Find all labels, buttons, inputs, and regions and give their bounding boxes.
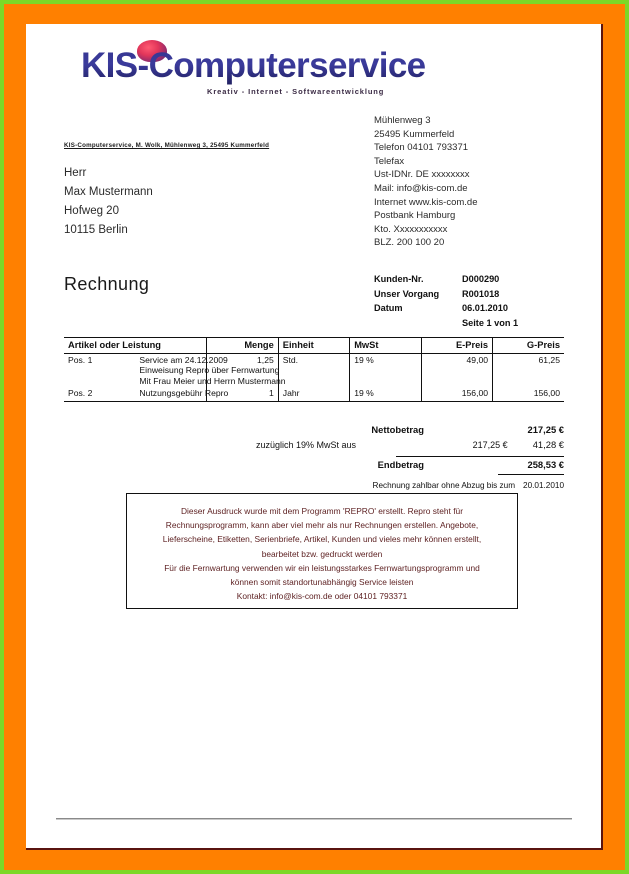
info-line: Für die Fernwartung verwenden wir ein leistungsstarkes Fernwartungsprogramm und (164, 562, 480, 573)
invoice-date-value: 06.01.2010 (462, 303, 508, 313)
totals-block (256, 424, 564, 490)
vat-description: zuzüglich 19% MwSt aus (256, 440, 357, 450)
vat-base-value: 217,25 € (472, 440, 508, 450)
column-header-unit-price: E-Preis (421, 338, 492, 354)
process-number-value: R001018 (462, 288, 500, 299)
invoice-date-label: Datum (374, 303, 403, 313)
row-unit-price: 156,00 (421, 387, 492, 401)
row-unit: Std. (278, 353, 349, 387)
column-header-total-price: G-Preis (493, 338, 564, 354)
info-line: Lieferscheine, Etiketten, Serienbriefe, Artikel, Kunden und vieles mehr können erstellt, (162, 534, 482, 545)
logo-text: KIS-Computerservice (81, 46, 426, 85)
meta-row-process (374, 287, 594, 302)
row-vat: 19 % (350, 353, 421, 387)
column-header-vat: MwSt (350, 338, 421, 354)
recipient-line: Herr (64, 167, 87, 179)
meta-row-customer (374, 272, 594, 287)
sender-line: 25495 Kummerfeld (374, 128, 455, 140)
row-unit-price: 49,00 (421, 353, 492, 387)
table-row (64, 353, 564, 387)
footer-divider (56, 818, 572, 820)
logo-tagline: Kreativ - Internet - Softwareentwicklung (207, 87, 385, 96)
meta-row-date (374, 301, 594, 316)
net-value: 217,25 € (527, 424, 564, 435)
totals-row-net (256, 424, 564, 439)
totals-divider (396, 456, 564, 457)
row-description-line-1: Service am 24.12.2009 (139, 354, 228, 365)
row-quantity: 1 (268, 388, 274, 398)
line-items-table (64, 337, 564, 402)
sender-line: Internet www.kis-com.de (374, 196, 478, 208)
recipient-line: 10115 Berlin (64, 224, 128, 236)
recipient-address-block (64, 164, 153, 240)
row-total-price: 61,25 (493, 353, 564, 387)
table-row (64, 387, 564, 401)
column-header-description: Artikel oder Leistung (64, 338, 207, 354)
info-line: bearbeitet bzw. gedruckt werden (261, 548, 383, 559)
final-value: 258,53 € (527, 459, 564, 470)
row-position: Pos. 1 (68, 354, 93, 365)
return-address-line: KIS-Computerservice, M. Wolk, Mühlenweg 3, 25495 Kummerfeld (64, 142, 270, 149)
payment-due-date: 20.01.2010 (523, 481, 564, 490)
info-line: Dieser Ausdruck wurde mit dem Programm 'REPRO' erstellt. Repro steht für (181, 506, 463, 516)
row-description-line-3: Mit Frau Meier und Herrn Mustermann (139, 375, 286, 386)
customer-number-label: Kunden-Nr. (374, 274, 424, 284)
row-description-line-2: Einweisung Repro über Fernwartung (139, 365, 280, 375)
row-description (135, 387, 229, 401)
sender-line: Kto. Xxxxxxxxxxx (374, 223, 448, 235)
sender-line: Telefax (374, 155, 405, 167)
row-quantity: 1,25 (257, 354, 274, 365)
recipient-line: Hofweg 20 (64, 205, 119, 217)
payment-due-row (256, 481, 564, 490)
recipient-line: Max Mustermann (64, 186, 153, 198)
info-line: Rechnungsprogramm, kann aber viel mehr als nur Rechnungen erstellen. Angebote, (165, 520, 479, 531)
info-line: Kontakt: info@kis-com.de oder 04101 793371 (236, 591, 408, 602)
sender-line: BLZ. 200 100 20 (374, 237, 445, 249)
column-header-quantity: Menge (207, 338, 278, 354)
sender-line: Postbank Hamburg (374, 210, 456, 222)
page-title: Rechnung (64, 274, 150, 294)
row-position: Pos. 2 (68, 388, 93, 398)
totals-row-vat (256, 439, 564, 454)
sender-line: Telefon 04101 793371 (374, 142, 469, 154)
row-total-price: 156,00 (493, 387, 564, 401)
final-amount-underline (498, 474, 564, 475)
vat-value: 41,28 € (532, 439, 564, 450)
table-header (64, 338, 564, 354)
customer-number-value: D000290 (462, 274, 500, 284)
row-unit: Jahr (278, 387, 349, 401)
page-number-value: Seite 1 von 1 (462, 317, 519, 328)
column-header-unit: Einheit (278, 338, 349, 354)
sender-line: Ust-IDNr. DE xxxxxxxx (374, 169, 470, 181)
row-description-line-1: Nutzungsgebühr Repro (139, 388, 229, 398)
table-header-row (64, 338, 564, 354)
net-label: Nettobetrag (371, 424, 424, 435)
info-box (126, 493, 518, 609)
final-label: Endbetrag (377, 459, 424, 470)
info-line: können somit standortunabhängig Service leisten (230, 577, 414, 588)
table-body (64, 353, 564, 401)
sender-address-block (374, 114, 589, 250)
invoice-meta-block (374, 272, 594, 330)
payment-due-text: Rechnung zahlbar ohne Abzug bis zum (372, 481, 516, 490)
totals-row-final (256, 459, 564, 474)
process-number-label: Unser Vorgang (374, 288, 440, 299)
sender-line: Mail: info@kis-com.de (374, 182, 468, 194)
sender-line: Mühlenweg 3 (374, 115, 431, 126)
row-vat: 19 % (350, 387, 421, 401)
invoice-page (26, 24, 603, 850)
